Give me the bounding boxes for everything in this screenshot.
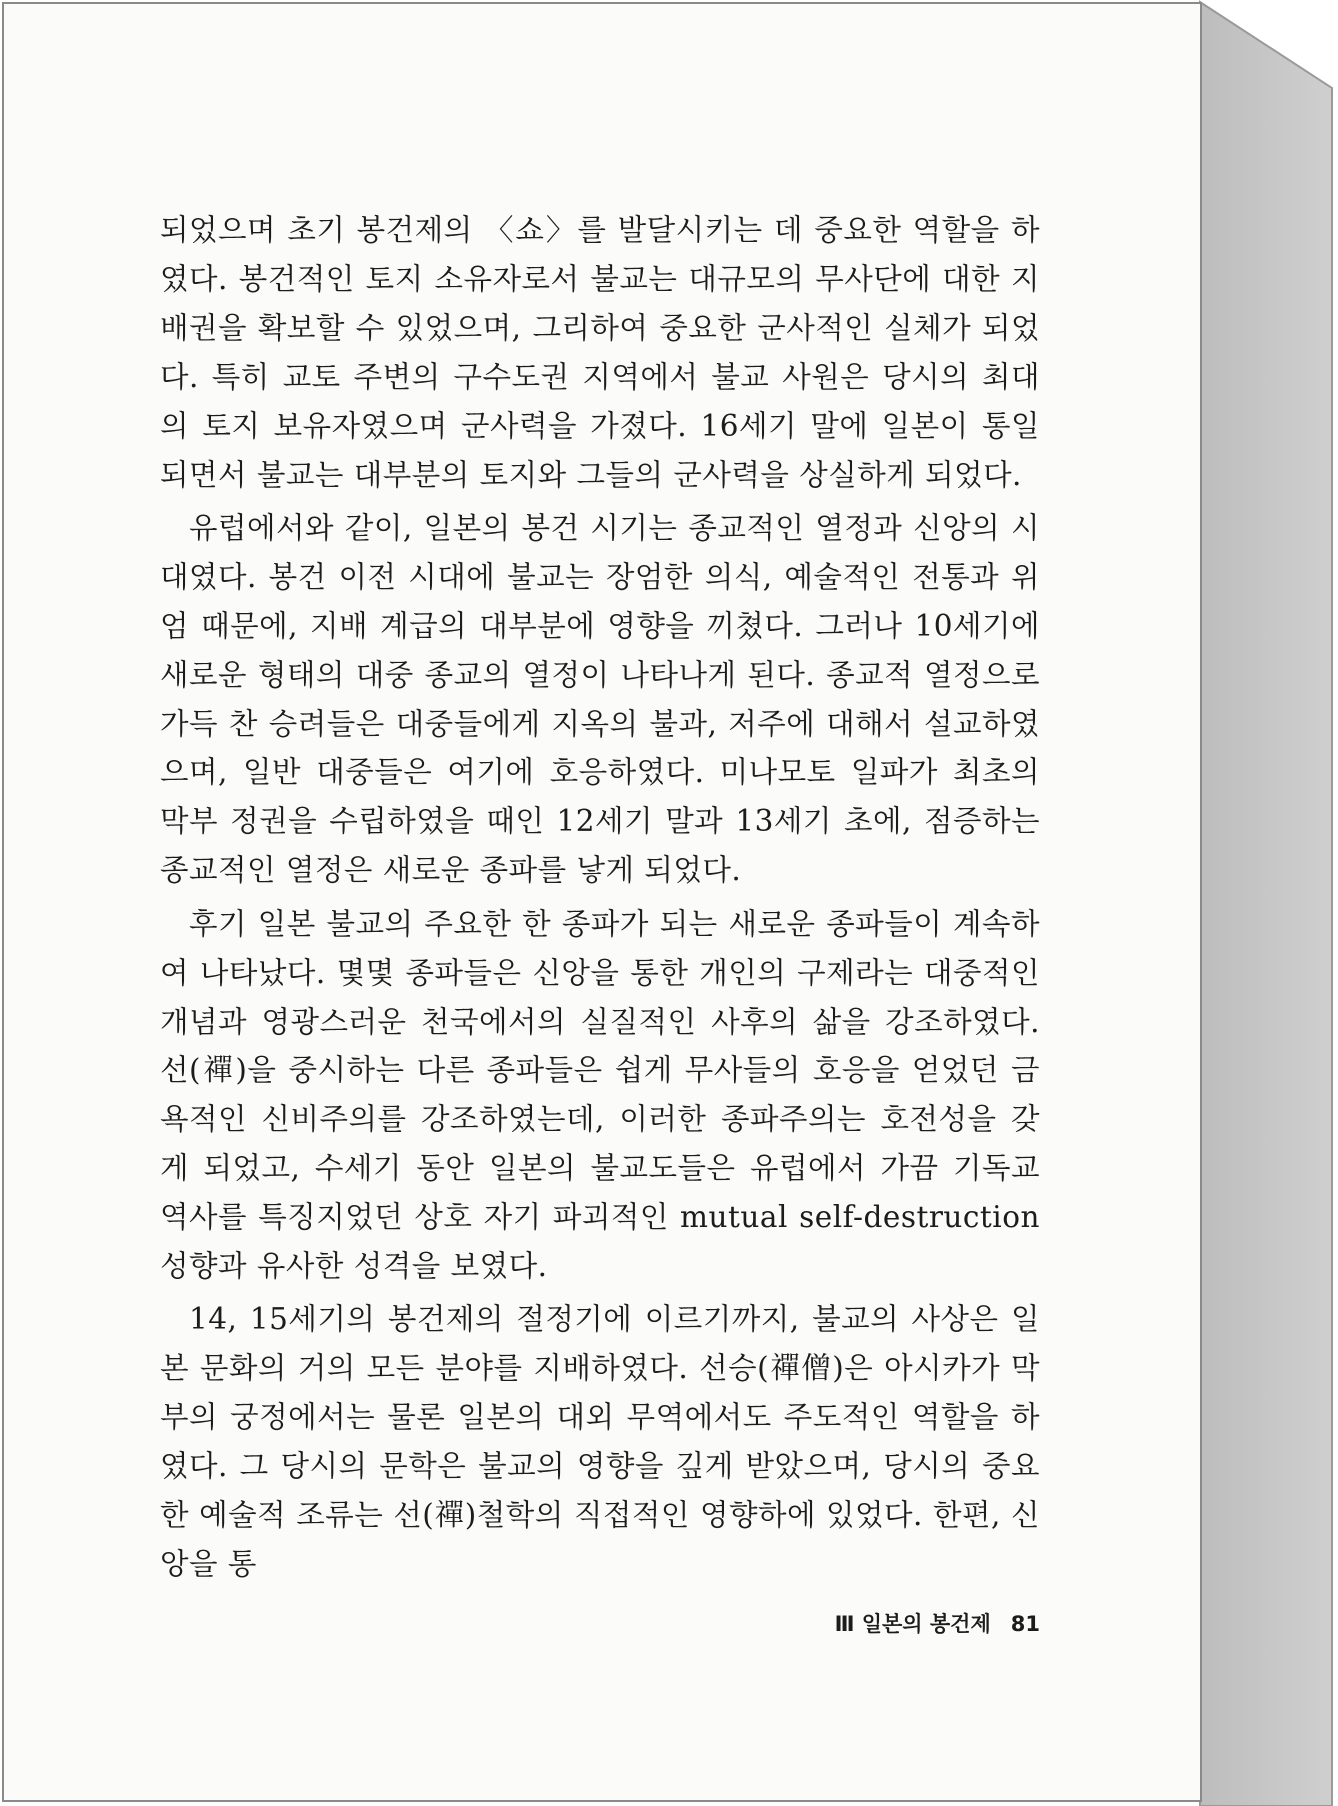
paragraph: 14, 15세기의 봉건제의 절정기에 이르기까지, 불교의 사상은 일본 문화의 거의 모든 분야를 지배하였다. 선승(禪僧)은 아시카가 막부의 궁정에서는 물론 일본의 대외 무역에서도 주도적인 역할을 하였다. 그 당시의 문학은 불교의 영향을 깊게 받았으며, 당시의 중요한 예술적 조류는 선(禪)철학의 직접적인 영향하에 있었다. 한편, 신앙을 통	[160, 1302, 1040, 1581]
paragraph: 유럽에서와 같이, 일본의 봉건 시기는 종교적인 열정과 신앙의 시대였다. 봉건 이전 시대에 불교는 장엄한 의식, 예술적인 전통과 위엄 때문에, 지배 계급의 대부분에 영향을 끼쳤다. 그러나 10세기에 새로운 형태의 대중 종교의 열정이 나타나게 된다. 종교적 열정으로 가득 찬 승려들은 대중들에게 지옥의 불과, 저주에 대해서 설교하였으며, 일반 대중들은 여기에 호응하였다. 미나모토 일파가 최초의 막부 정권을 수립하였을 때인 12세기 말과 13세기 초에, 점증하는 종교적인 열정은 새로운 종파를 낳게 되었다.	[160, 510, 1040, 888]
page-number: 81	[1010, 1612, 1040, 1636]
paragraph: 후기 일본 불교의 주요한 한 종파가 되는 새로운 종파들이 계속하여 나타났다. 몇몇 종파들은 신앙을 통한 개인의 구제라는 대중적인 개념과 영광스러운 천국에서의 실질적인 사후의 삶을 강조하였다. 선(禪)을 중시하는 다른 종파들은 쉽게 무사들의 호응을 얻었던 금욕적인 신비주의를 강조하였는데, 이러한 종파주의는 호전성을 갖게 되었고, 수세기 동안 일본의 불교도들은 유럽에서 가끔 기독교 역사를 특징지었던 상호 자기 파괴적인 mutual self-destruction 성향과 유사한 성격을 보였다.	[160, 906, 1040, 1284]
body-text	[160, 206, 1040, 1593]
paragraph: 되었으며 초기 봉건제의 〈쇼〉를 발달시키는 데 중요한 역할을 하였다. 봉건적인 토지 소유자로서 불교는 대규모의 무사단에 대한 지배권을 확보할 수 있었으며, 그리하여 중요한 군사적인 실체가 되었다. 특히 교토 주변의 구수도권 지역에서 불교 사원은 당시의 최대의 토지 보유자였으며 군사력을 가졌다. 16세기 말에 일본이 통일되면서 불교는 대부분의 토지와 그들의 군사력을 상실하게 되었다.	[160, 213, 1040, 492]
page-footer	[700, 1608, 1040, 1638]
running-chapter-title: Ⅲ 일본의 봉건제	[834, 1612, 991, 1636]
